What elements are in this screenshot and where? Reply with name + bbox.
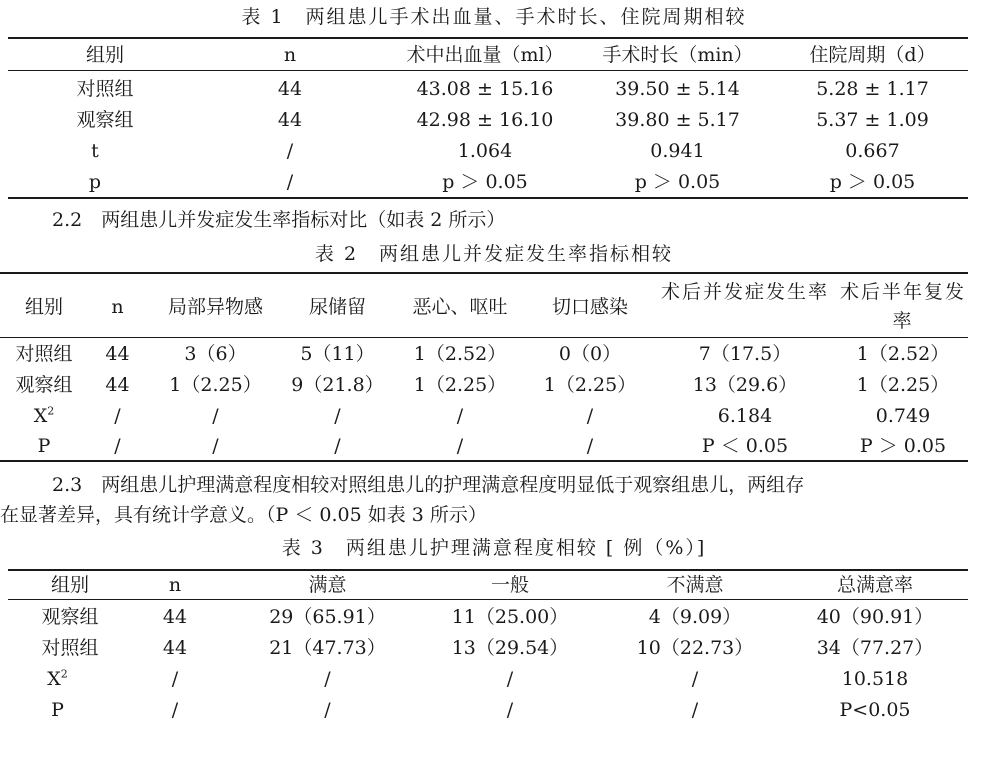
table2-header-foreign-body: 局部异物感 bbox=[167, 296, 263, 318]
table3-cell: 29（65.91） bbox=[269, 606, 386, 628]
table2-header-recurrence-rate: 术后半年复发率 bbox=[839, 281, 966, 332]
table1-top-rule bbox=[8, 37, 968, 39]
table1-header-group: 组别 bbox=[85, 44, 124, 66]
table3-cell: 11（25.00） bbox=[451, 606, 569, 628]
table3-cell: / bbox=[691, 668, 699, 690]
table3-cell: 10.518 bbox=[841, 668, 909, 690]
table1-caption: 表 1 两组患儿手术出血量、手术时长、住院周期相较 bbox=[241, 6, 747, 28]
table2-cell: / bbox=[456, 435, 464, 457]
table3-caption: 表 3 两组患儿护理满意程度相较 [ 例（%）] bbox=[281, 537, 707, 559]
table2-cell: / bbox=[334, 435, 341, 457]
table2-cell: 0（0） bbox=[558, 343, 622, 365]
table1-cell: p ＞ 0.05 bbox=[442, 171, 528, 193]
table1-header-stay: 住院周期（d） bbox=[809, 44, 936, 66]
table3-cell: / bbox=[171, 668, 179, 690]
table1-cell: 5.37 ± 1.09 bbox=[816, 109, 929, 131]
table3-cell: / bbox=[324, 699, 331, 721]
table2-header-n: n bbox=[111, 296, 124, 318]
table1-cell: 39.80 ± 5.17 bbox=[615, 109, 740, 131]
table2-cell: / bbox=[586, 405, 594, 427]
table2-cell: 1（2.52） bbox=[856, 343, 950, 365]
table3-cell: / bbox=[324, 668, 331, 690]
table1-cell: 43.08 ± 15.16 bbox=[416, 78, 554, 100]
table3-cell: / bbox=[171, 699, 179, 721]
table1-header-duration: 手术时长（min） bbox=[602, 44, 753, 66]
table2-cell: / bbox=[212, 405, 219, 427]
table1-cell: 44 bbox=[277, 109, 303, 131]
table2-cell: 1（2.25） bbox=[169, 374, 262, 396]
table3-cell: 21（47.73） bbox=[269, 637, 386, 659]
table3-cell: 13（29.54） bbox=[451, 637, 569, 659]
table1-cell: 1.064 bbox=[457, 140, 513, 162]
table2-cell: 13（29.6） bbox=[692, 374, 798, 396]
table2-cell: 0.749 bbox=[875, 405, 931, 427]
table1-cell: / bbox=[286, 140, 294, 162]
table1-header-blood-loss: 术中出血量（ml） bbox=[406, 44, 564, 66]
table2-header-complication-rate: 术后并发症发生率 bbox=[660, 281, 829, 303]
table1-cell: 44 bbox=[277, 78, 303, 100]
table3-cell: 40（90.91） bbox=[816, 606, 934, 628]
table2-cell: / bbox=[456, 405, 464, 427]
table3-cell-chi-square bbox=[10, 664, 105, 694]
table1-cell: 观察组 bbox=[76, 109, 134, 131]
section-2-2-heading: 2.2 两组患儿并发症发生率指标对比（如表 2 所示） bbox=[52, 209, 506, 231]
table2-cell: 对照组 bbox=[15, 343, 73, 365]
table2-header-urinary-retention: 尿储留 bbox=[308, 296, 366, 318]
table2-cell: 3（6） bbox=[184, 343, 247, 365]
table2-cell: 1（2.25） bbox=[543, 374, 637, 396]
table2-cell: 44 bbox=[105, 343, 130, 365]
table2-top-rule bbox=[0, 272, 968, 274]
table2-cell: 9（21.8） bbox=[291, 374, 384, 396]
table2-cell: 6.184 bbox=[717, 405, 773, 427]
table3-header-satisfied: 满意 bbox=[308, 574, 347, 596]
section-2-3-line2: 在显著差异，具有统计学意义。（P ＜ 0.05 如表 3 所示） bbox=[0, 504, 487, 526]
table3-header-group: 组别 bbox=[50, 574, 89, 596]
table3-cell: / bbox=[691, 699, 699, 721]
table1-cell: 0.941 bbox=[650, 140, 705, 162]
table1-cell: 对照组 bbox=[76, 78, 134, 100]
table1-cell: t bbox=[91, 140, 99, 162]
table2-cell: / bbox=[114, 435, 121, 457]
table1-cell: p bbox=[88, 171, 102, 193]
table2-cell: 5（11） bbox=[300, 343, 375, 365]
table2-cell: / bbox=[212, 435, 219, 457]
table2-cell: 7（17.5） bbox=[698, 343, 792, 365]
table3-cell: 34（77.27） bbox=[816, 637, 934, 659]
table3-header-n: n bbox=[168, 574, 182, 596]
table1-cell: 0.667 bbox=[845, 140, 900, 162]
table1-cell: / bbox=[286, 171, 294, 193]
table3-cell: / bbox=[506, 668, 514, 690]
table3-cell: 44 bbox=[162, 637, 188, 659]
table1-cell: 42.98 ± 16.10 bbox=[416, 109, 554, 131]
table3-cell: P<0.05 bbox=[839, 699, 911, 721]
superscript: 2 bbox=[47, 404, 55, 418]
table2-cell: 44 bbox=[105, 374, 130, 396]
chi-label: X bbox=[33, 405, 48, 427]
table2-header-rule bbox=[0, 337, 968, 338]
chi-label: X bbox=[47, 668, 61, 690]
table3-header-unsatisfied: 不满意 bbox=[666, 574, 724, 596]
table2-cell: P bbox=[37, 435, 51, 457]
table3-header-general: 一般 bbox=[490, 574, 529, 596]
table2-cell: 1（2.52） bbox=[413, 343, 507, 365]
table2-cell: P ＞ 0.05 bbox=[859, 435, 947, 457]
superscript: 2 bbox=[60, 667, 68, 681]
table2-header-group: 组别 bbox=[24, 296, 63, 318]
table3-cell: 4（9.09） bbox=[648, 606, 742, 628]
table1-cell: p ＞ 0.05 bbox=[829, 171, 916, 193]
table2-cell: 1（2.25） bbox=[856, 374, 950, 396]
table1-cell: 5.28 ± 1.17 bbox=[816, 78, 929, 100]
table2-cell: / bbox=[114, 405, 121, 427]
table2-cell: / bbox=[334, 405, 341, 427]
table2-cell-chi-square bbox=[0, 401, 88, 431]
table3-cell: 观察组 bbox=[41, 606, 99, 628]
table3-cell: 10（22.73） bbox=[636, 637, 754, 659]
table3-cell: / bbox=[506, 699, 514, 721]
table1-header-rule bbox=[8, 70, 968, 71]
table3-cell: P bbox=[51, 699, 64, 721]
table2-caption: 表 2 两组患儿并发症发生率指标相较 bbox=[314, 243, 674, 265]
table2-cell: P ＜ 0.05 bbox=[701, 435, 789, 457]
table1-cell: p ＞ 0.05 bbox=[634, 171, 721, 193]
table1-bottom-rule bbox=[8, 197, 968, 199]
table2-header-incision-infection: 切口感染 bbox=[551, 296, 628, 318]
table2-cell: 1（2.25） bbox=[413, 374, 507, 396]
table2-cell: 观察组 bbox=[15, 374, 73, 396]
table2-header-nausea: 恶心、呕吐 bbox=[412, 296, 508, 318]
table1-cell: 39.50 ± 5.14 bbox=[615, 78, 740, 100]
table3-cell: 44 bbox=[162, 606, 188, 628]
table2-cell: / bbox=[586, 435, 594, 457]
table3-cell: 对照组 bbox=[41, 637, 99, 659]
section-2-3-line1: 2.3 两组患儿护理满意程度相较对照组患儿的护理满意程度明显低于观察组患儿，两组存 bbox=[52, 474, 805, 496]
table3-header-total-rate: 总满意率 bbox=[836, 574, 913, 596]
table1-header-n: n bbox=[283, 44, 297, 66]
